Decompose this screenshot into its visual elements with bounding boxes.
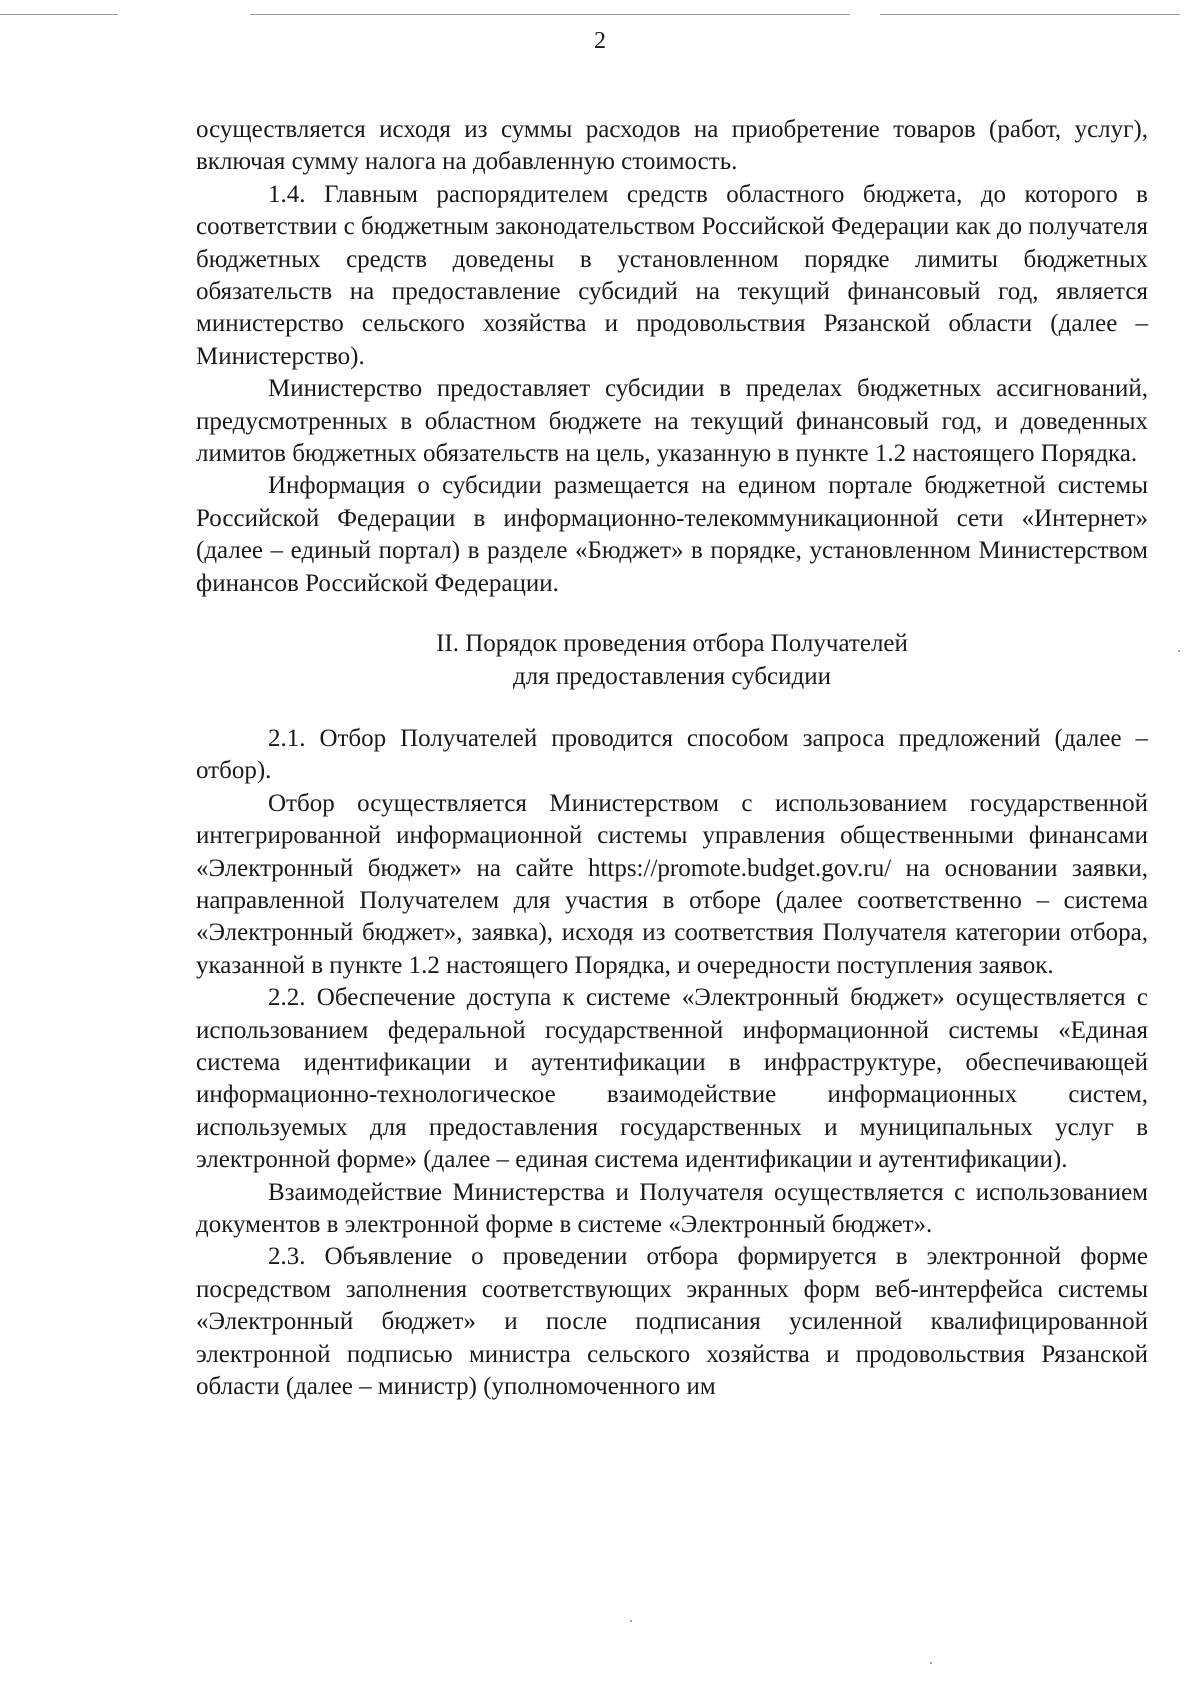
scan-speck [630,1620,632,1622]
paragraph-2-2: 2.2. Обеспечение доступа к системе «Электронный бюджет» осуществляется с использованием федеральной государственной информационной системы «Единая система идентификации и аутентификации в инфраструктуре, обеспечивающей информационно-технологическое взаимодействие информационных систем, используемых для предоставления государственных и муниципальных услуг в электронной форме» (далее – единая система идентификации и аутентификации). [196,984,1148,1174]
paragraph-2-3: 2.3. Объявление о проведении отбора формируется в электронной форме посредством заполнения соответствующих экранных форм веб-интерфейса системы «Электронный бюджет» и после подписания усиленной квалифицированной электронной подписью министра сельского хозяйства и продовольствия Рязанской области (далее – министр) (уполномоченного им [196,1243,1148,1401]
paragraph-ministry: Министерство предоставляет субсидии в пределах бюджетных ассигнований, предусмотренных в областном бюджете на текущий финансовый год, и доведенных лимитов бюджетных обязательств на цель, указанную в пункте 1.2 настоящего Порядка. [196,375,1148,468]
section-title [196,628,1148,693]
paragraph-information: Информация о субсидии размещается на едином портале бюджетной системы Российской Федерации в информационно-телекоммуникационной сети «Интернет» (далее – единый портал) в разделе «Бюджет» в порядке, установленном Министерством финансов Российской Федерации. [196,472,1148,597]
paragraph-1-4: 1.4. Главным распорядителем средств областного бюджета, до которого в соответствии с бюджетным законодательством Российской Федерации как до получателя бюджетных средств доведены в установленном порядке лимиты бюджетных обязательств на предоставление субсидий на текущий финансовый год, является министерство сельского хозяйства и продовольствия Рязанской области (далее – Министерство). [196,180,1148,370]
section-title-line-1: II. Порядок проведения отбора Получателей [436,630,908,658]
paragraph-interaction: Взаимодействие Министерства и Получателя осуществляется с использованием документов в электронной форме в системе «Электронный бюджет». [196,1178,1148,1238]
paragraph-2-1: 2.1. Отбор Получателей проводится способом запроса предложений (далее – отбор). [196,724,1148,785]
section-title-line-2: для предоставления субсидии [512,662,832,690]
paragraph-continuation: осуществляется исходя из суммы расходов на приобретение товаров (работ, услуг), включая сумму налога на добавленную стоимость. [196,116,1148,176]
paragraph-selection: Отбор осуществляется Министерством с использованием государственной интегрированной информационной системы управления общественными финансами «Электронный бюджет» на сайте https://promote.budget.gov.ru/ на основании заявки, направленной Получателем для участия в отборе (далее соответственно – система «Электронный бюджет», заявка), исходя из соответствия Получателя категории отбора, указанной в пункте 1.2 настоящего Порядка, и очередности поступления заявок. [196,789,1148,979]
scan-top-edge [0,0,1200,20]
page-number: 2 [594,28,606,54]
document-body [196,114,1148,1403]
scan-speck [1178,650,1180,652]
scan-speck [930,1662,932,1664]
